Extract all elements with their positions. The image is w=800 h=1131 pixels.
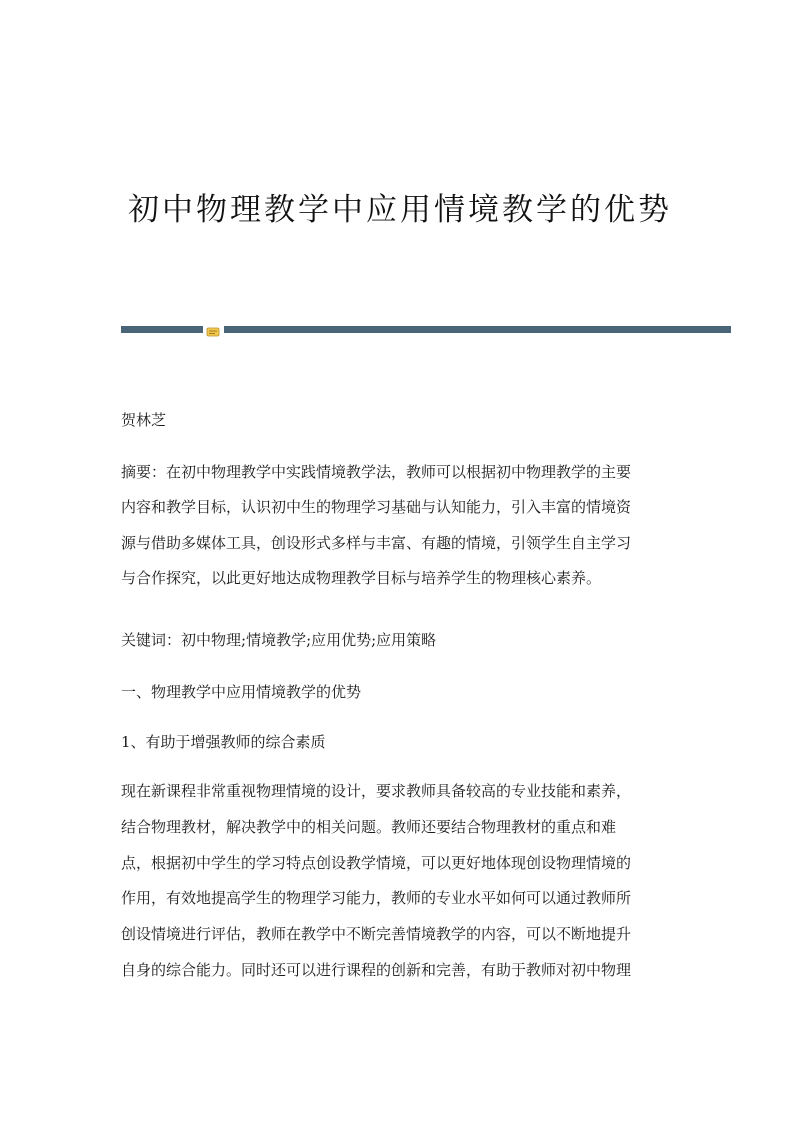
divider-right-segment <box>224 326 731 333</box>
abstract-line: 与合作探究，以此更好地达成物理教学目标与培养学生的物理核心素养。 <box>121 568 602 587</box>
abstract-line-text: 在初中物理教学中实践情境教学法，教师可以根据初中物理教学的主要 <box>166 463 632 481</box>
abstract <box>121 455 681 596</box>
abstract-label: 摘要： <box>121 463 167 481</box>
body-line: 点，根据初中学生的学习特点创设教学情境，可以更好地体现创设物理情境的 <box>121 853 632 872</box>
body-line: 现在新课程非常重视物理情境的设计，要求教师具备较高的专业技能和素养， <box>121 782 632 800</box>
subsection-heading: 1、有助于增强教师的综合素质 <box>121 733 326 751</box>
body-line: 结合物理教材，解决教学中的相关问题。教师还要结合物理教材的重点和难 <box>121 817 617 836</box>
body-line: 作用，有效地提高学生的物理学习能力，教师的专业水平如何可以通过教师所 <box>121 889 632 908</box>
divider-left-segment <box>121 326 203 333</box>
body-line: 创设情境进行评估，教师在教学中不断完善情境教学的内容，可以不断地提升 <box>121 925 632 944</box>
pencil-icon <box>206 323 220 335</box>
keywords <box>121 628 681 652</box>
abstract-line: 内容和教学目标，认识初中生的物理学习基础与认知能力，引入丰富的情境资 <box>121 498 632 517</box>
body-line: 自身的综合能力。同时还可以进行课程的创新和完善，有助于教师对初中物理 <box>121 960 632 979</box>
author-name: 贺林芝 <box>121 411 167 429</box>
body-paragraph <box>121 774 681 989</box>
abstract-line: 源与借助多媒体工具，创设形式多样与丰富、有趣的情境，引领学生自主学习 <box>121 533 632 552</box>
abstract-line <box>121 455 681 490</box>
keywords-label: 关键词： <box>121 631 182 649</box>
keywords-list: 初中物理;情境教学;应用优势;应用策略 <box>181 631 437 649</box>
title-divider <box>121 326 731 333</box>
section-heading: 一、物理教学中应用情境教学的优势 <box>121 683 362 701</box>
document-title: 初中物理教学中应用情境教学的优势 <box>128 192 672 228</box>
